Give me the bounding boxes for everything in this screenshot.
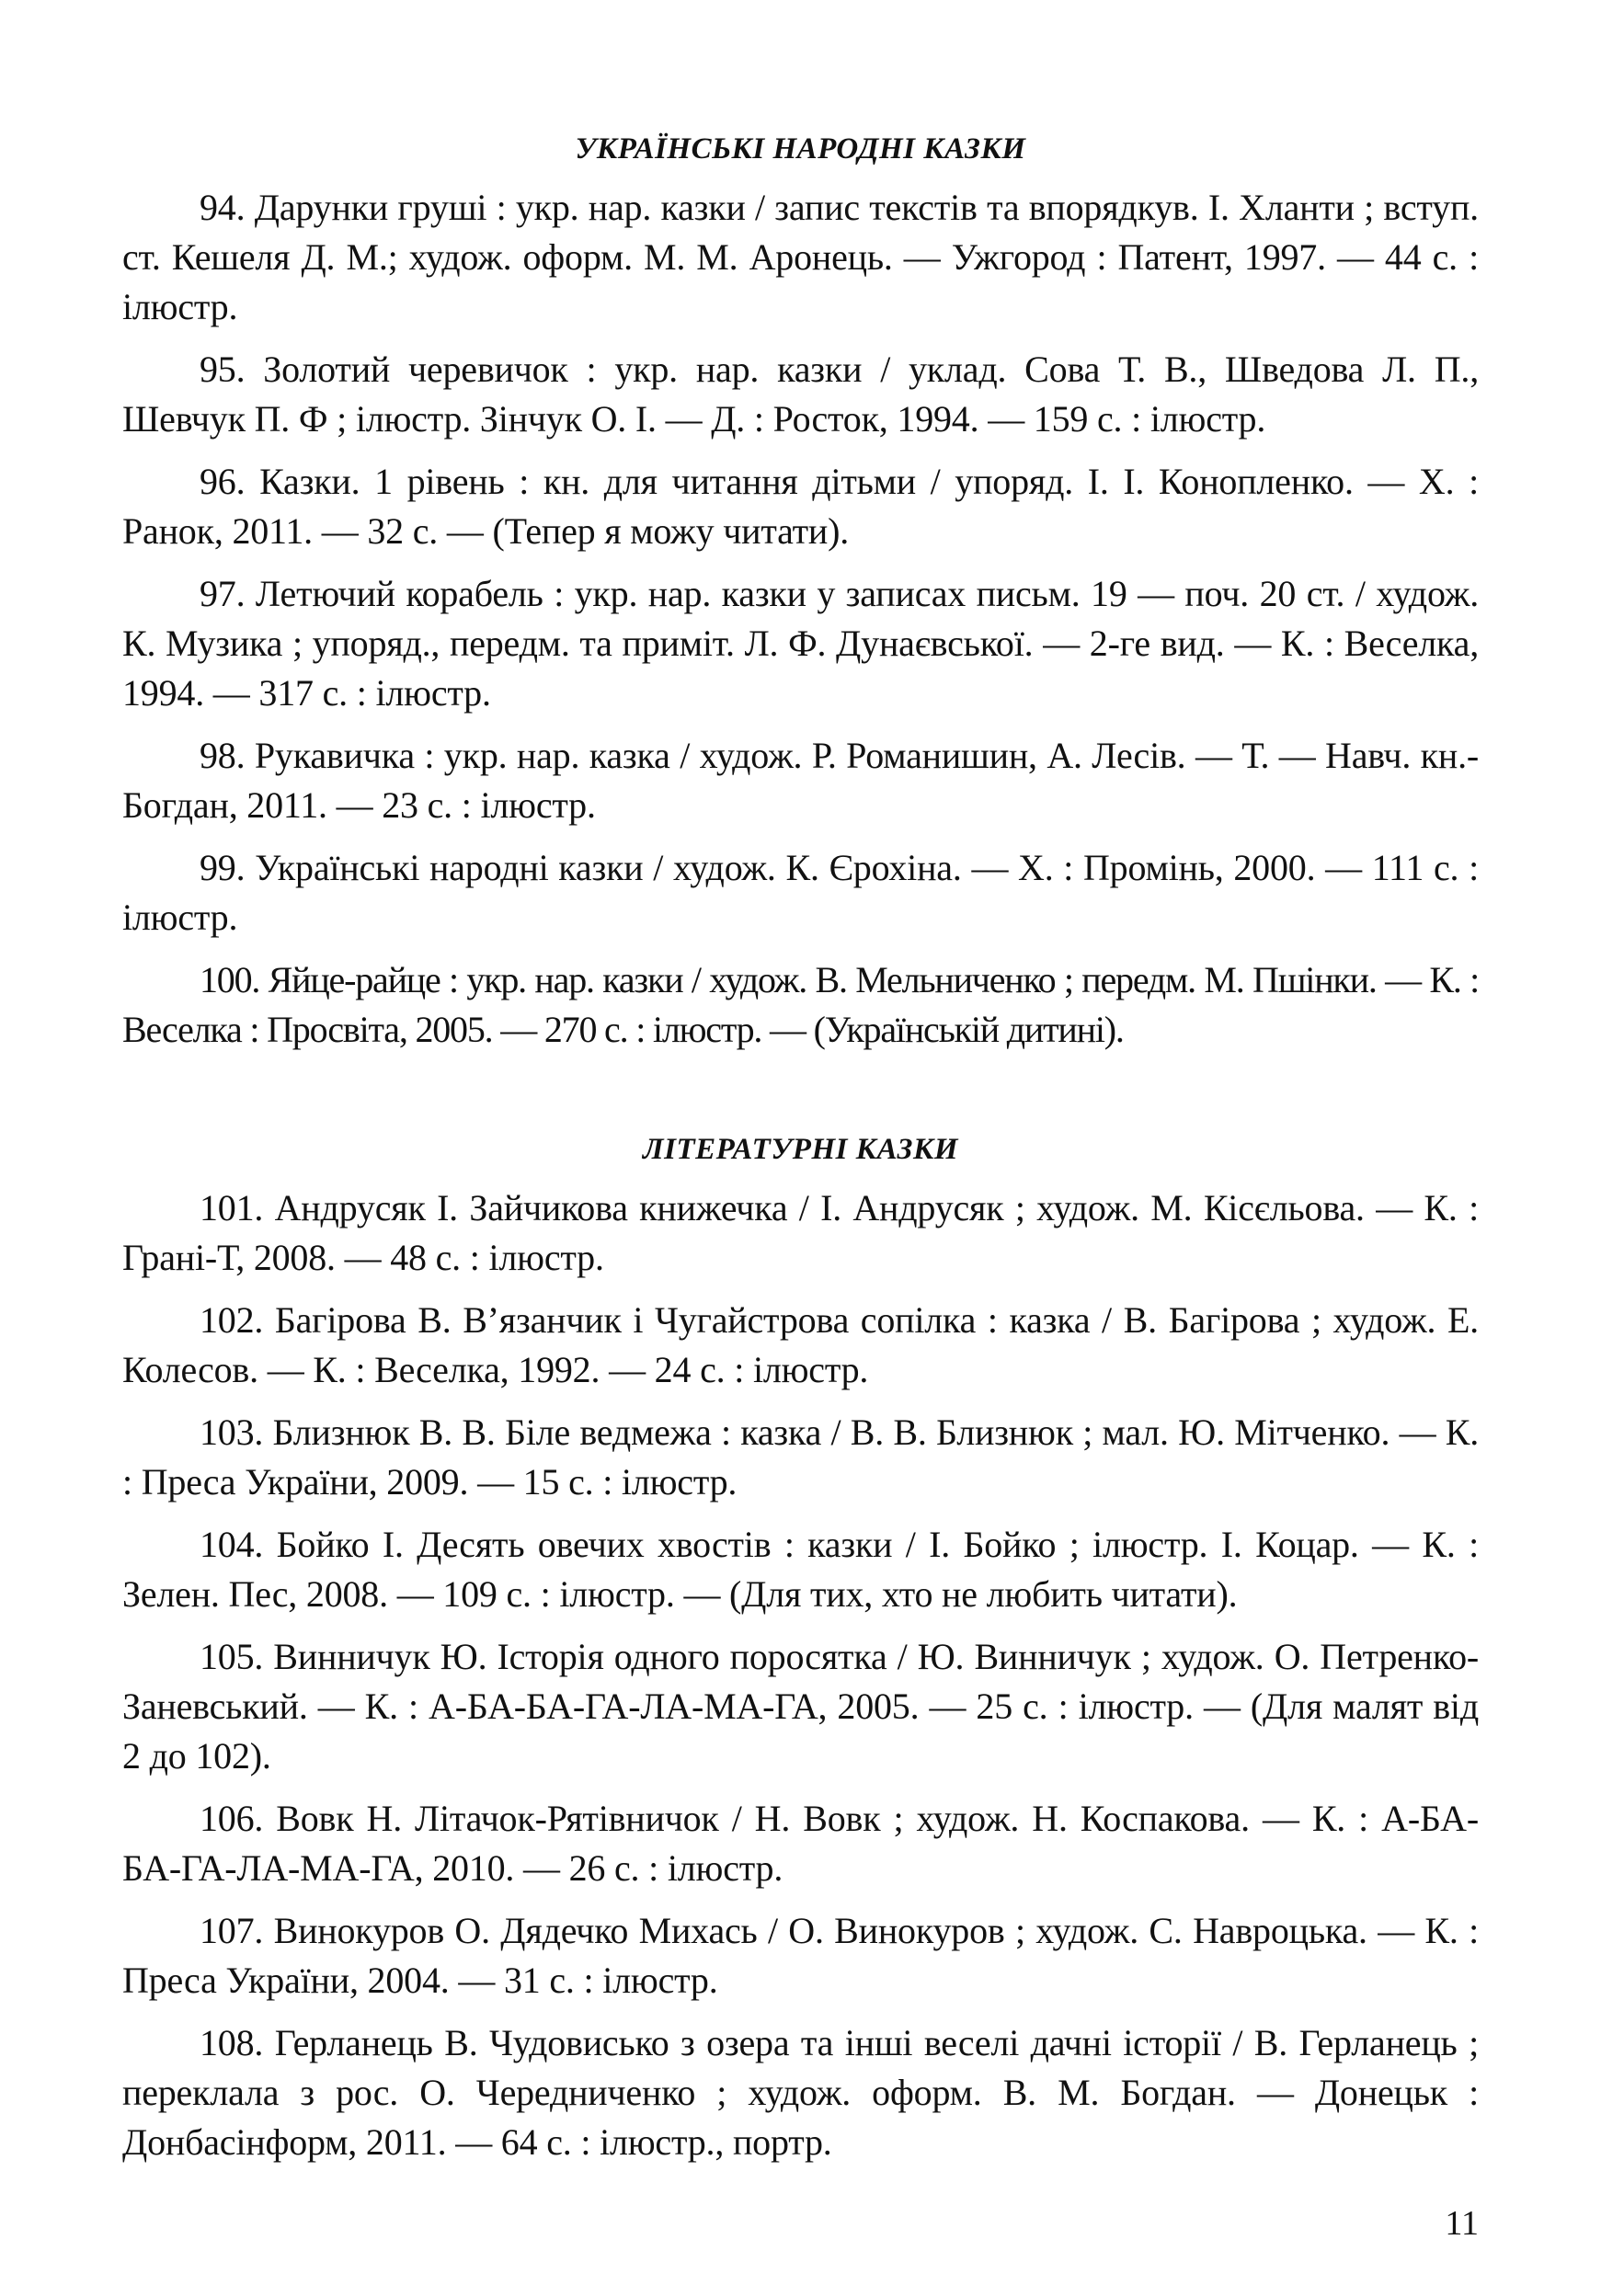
bibliography-entry-98: 98. Рукавичка : укр. нар. казка / худож. Р. Романишин, А. Лесів. — Т. — Навч. кн.-Богдан, 2011. — 23 с. : ілюстр. (122, 735, 1479, 826)
page-number: 11 (1445, 2204, 1479, 2243)
bibliography-entry-103: 103. Близнюк В. В. Біле ведмежа : казка / В. В. Близнюк ; мал. Ю. Мітченко. — К. : Преса України, 2009. — 15 с. : ілюстр. (122, 1411, 1479, 1503)
bibliography-entry-108: 108. Герланець В. Чудовисько з озера та інші веселі дачні історії / В. Герланець ; переклала з рос. О. Чередниченко ; худож. оформ. В. М. Богдан. — Донецьк : Донбасінформ, 2011. — 64 с. : ілюстр., портр. (122, 2022, 1479, 2163)
bibliography-entry-107: 107. Винокуров О. Дядечко Михась / О. Винокуров ; худож. С. Навроцька. — К. : Преса України, 2004. — 31 с. : ілюстр. (122, 1910, 1479, 2001)
bibliography-entry-99: 99. Українські народні казки / худож. К. Єрохіна. — Х. : Промінь, 2000. — 111 с. : ілюстр. (122, 847, 1479, 938)
bibliography-entry-97: 97. Летючий корабель : укр. нар. казки у записах письм. 19 — поч. 20 ст. / худож. К. Музика ; упоряд., передм. та приміт. Л. Ф. Дунаєвської. — 2-ге вид. — К. : Веселка, 1994. — 317 с. : ілюстр. (122, 573, 1479, 714)
section-title-folk-tales: УКРАЇНСЬКІ НАРОДНІ КАЗКИ (575, 132, 1026, 166)
bibliography-entry-96: 96. Казки. 1 рівень : кн. для читання дітьми / упоряд. І. І. Коноплeнко. — Х. : Ранок, 2011. — 32 с. — (Тепер я можу читати). (122, 461, 1479, 552)
bibliography-entry-104: 104. Бойко І. Десять овечих хвостів : казки / І. Бойко ; ілюстр. І. Коцар. — К. : Зелен. Пес, 2008. — 109 с. : ілюстр. — (Для тих, хто не любить читати). (122, 1524, 1479, 1615)
bibliography-entry-94: 94. Дарунки груші : укр. нар. казки / запис текстів та впорядкув. І. Хланти ; вступ. ст. Кешеля Д. М.; худож. оформ. М. М. Аронець. — Ужгород : Патент, 1997. — 44 с. : ілюстр. (122, 187, 1479, 327)
bibliography-entry-101: 101. Андрусяк І. Зайчикова книжечка / І. Андрусяк ; худож. М. Кісєльова. — К. : Грані-Т, 2008. — 48 с. : ілюстр. (122, 1187, 1479, 1278)
bibliography-entry-102: 102. Багірова В. В’язанчик і Чугайстрова сопілка : казка / В. Багірова ; худож. Е. Колесов. — К. : Веселка, 1992. — 24 с. : ілюстр. (122, 1299, 1479, 1390)
bibliography-entry-100: 100. Яйце-райце : укр. нар. казки / худож. В. Мельниченко ; передм. М. Пшінки. — К. : Веселка : Просвіта, 2005. — 270 с. : ілюстр. — (Українській дитині). (122, 959, 1479, 1050)
bibliography-entry-106: 106. Вовк Н. Літачок-Рятівничок / Н. Вовк ; худож. Н. Коспакова. — К. : А-БА-БА-ГА-ЛА-МА-ГА, 2010. — 26 с. : ілюстр. (122, 1798, 1479, 1889)
bibliography-entry-105: 105. Винничук Ю. Історія одного поросятка / Ю. Винничук ; худож. О. Петренко-Заневський. — К. : А-БА-БА-ГА-ЛА-МА-ГА, 2005. — 25 с. : ілюстр. — (Для малят від 2 до 102). (122, 1636, 1479, 1777)
section-title-literary-tales: ЛІТЕРАТУРНІ КАЗКИ (643, 1133, 958, 1166)
bibliography-entry-95: 95. Золотий черевичок : укр. нар. казки / уклад. Сова Т. В., Шведова Л. П., Шевчук П. Ф ; ілюстр. Зінчук О. І. — Д. : Росток, 1994. — 159 с. : ілюстр. (122, 349, 1479, 440)
